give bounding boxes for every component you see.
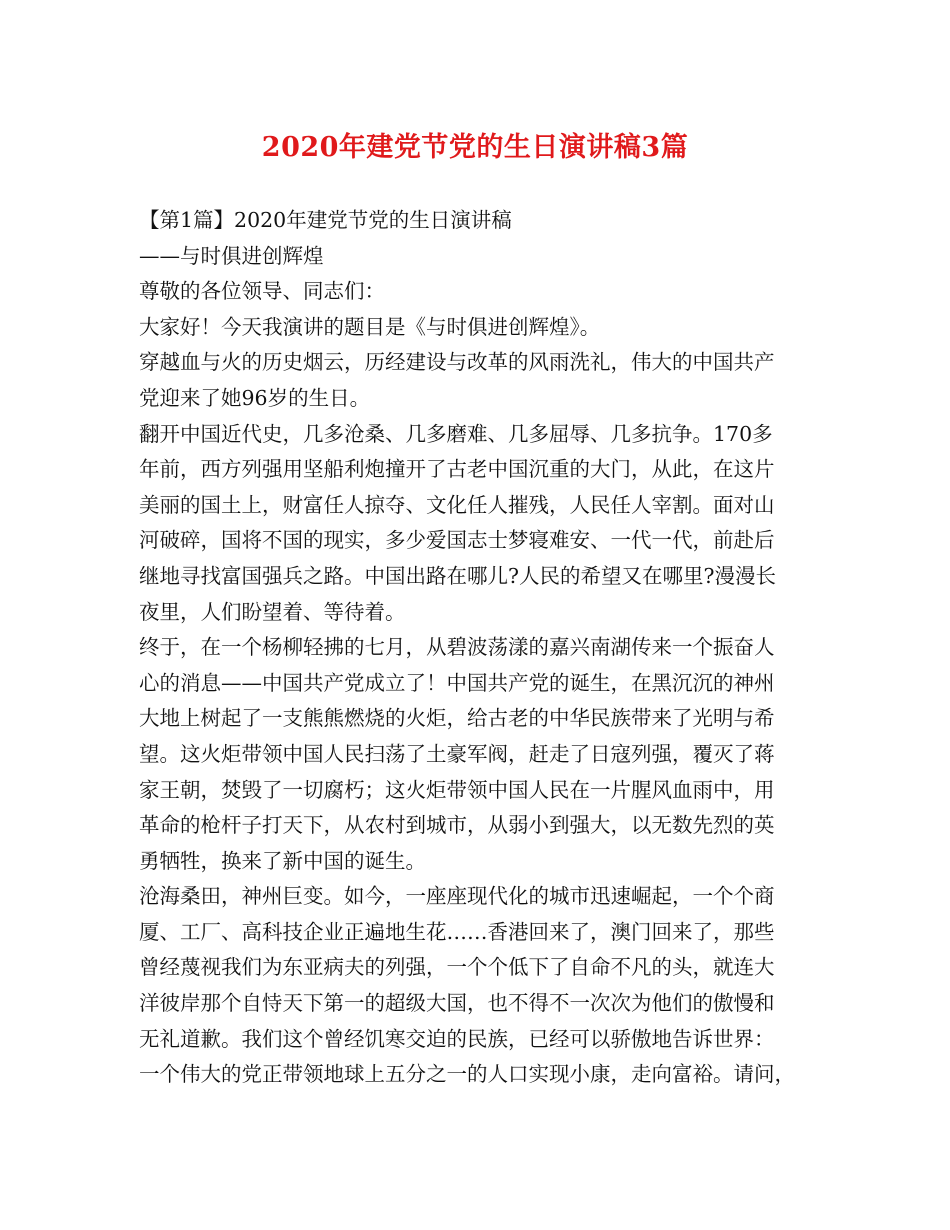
text-line: 翻开中国近代史，几多沧桑、几多磨难、几多屈辱、几多抗争。170多: [139, 421, 773, 446]
text-line: 沧海桑田，神州巨变。如今，一座座现代化的城市迅速崛起，一个个商: [139, 884, 775, 909]
text-line: 尊敬的各位领导、同志们：: [139, 279, 385, 304]
text-line: ——与时俱进创辉煌: [139, 243, 324, 268]
text-line: 穿越血与火的历史烟云，历经建设与改革的风雨洗礼，伟大的中国共产: [139, 350, 775, 375]
text-line: 大家好！今天我演讲的题目是《与时俱进创辉煌》。: [139, 314, 601, 339]
text-line: 望。这火炬带领中国人民扫荡了土豪军阀，赶走了日寇列强，覆灭了蒋: [139, 741, 775, 766]
text-line: 年前，西方列强用坚船利炮撞开了古老中国沉重的大门，从此，在这片: [139, 457, 775, 482]
text-line: 革命的枪杆子打天下，从农村到城市，从弱小到强大，以无数先烈的英: [139, 813, 775, 838]
text-line: 曾经蔑视我们为东亚病夫的列强，一个个低下了自命不凡的头，就连大: [139, 955, 775, 980]
text-line: 大地上树起了一支熊熊燃烧的火炬，给古老的中华民族带来了光明与希: [139, 706, 775, 731]
text-line: 党迎来了她96岁的生日。: [139, 385, 371, 410]
text-line: 勇牺牲，换来了新中国的诞生。: [139, 848, 426, 873]
text-line: 继地寻找富国强兵之路。中国出路在哪儿?人民的希望又在哪里?漫漫长: [139, 563, 776, 588]
text-line: 洋彼岸那个自恃天下第一的超级大国，也不得不一次次为他们的傲慢和: [139, 991, 775, 1016]
document-body: [139, 203, 823, 1093]
text-line: 心的消息——中国共产党成立了！中国共产党的诞生，在黑沉沉的神州: [139, 670, 775, 695]
text-line: 无礼道歉。我们这个曾经饥寒交迫的民族，已经可以骄傲地告诉世界：: [139, 1026, 775, 1051]
text-line: 终于，在一个杨柳轻拂的七月，从碧波荡漾的嘉兴南湖传来一个振奋人: [139, 635, 775, 660]
text-line: 家王朝，焚毁了一切腐朽；这火炬带领中国人民在一片腥风血雨中，用: [139, 777, 775, 802]
text-line: 【第1篇】2020年建党节党的生日演讲稿: [139, 208, 512, 232]
text-line: 美丽的国土上，财富任人掠夺、文化任人摧残，人民任人宰割。面对山: [139, 492, 775, 517]
text-line: 河破碎，国将不国的现实，多少爱国志士梦寝难安、一代一代，前赴后: [139, 528, 775, 553]
text-line: 夜里，人们盼望着、等待着。: [139, 599, 406, 624]
document-title: 2020年建党节党的生日演讲稿3篇: [261, 132, 689, 163]
text-line: 一个伟大的党正带领地球上五分之一的人口实现小康，走向富裕。请问，: [139, 1062, 795, 1087]
text-line: 厦、工厂、高科技企业正遍地生花……香港回来了，澳门回来了，那些: [139, 919, 775, 944]
